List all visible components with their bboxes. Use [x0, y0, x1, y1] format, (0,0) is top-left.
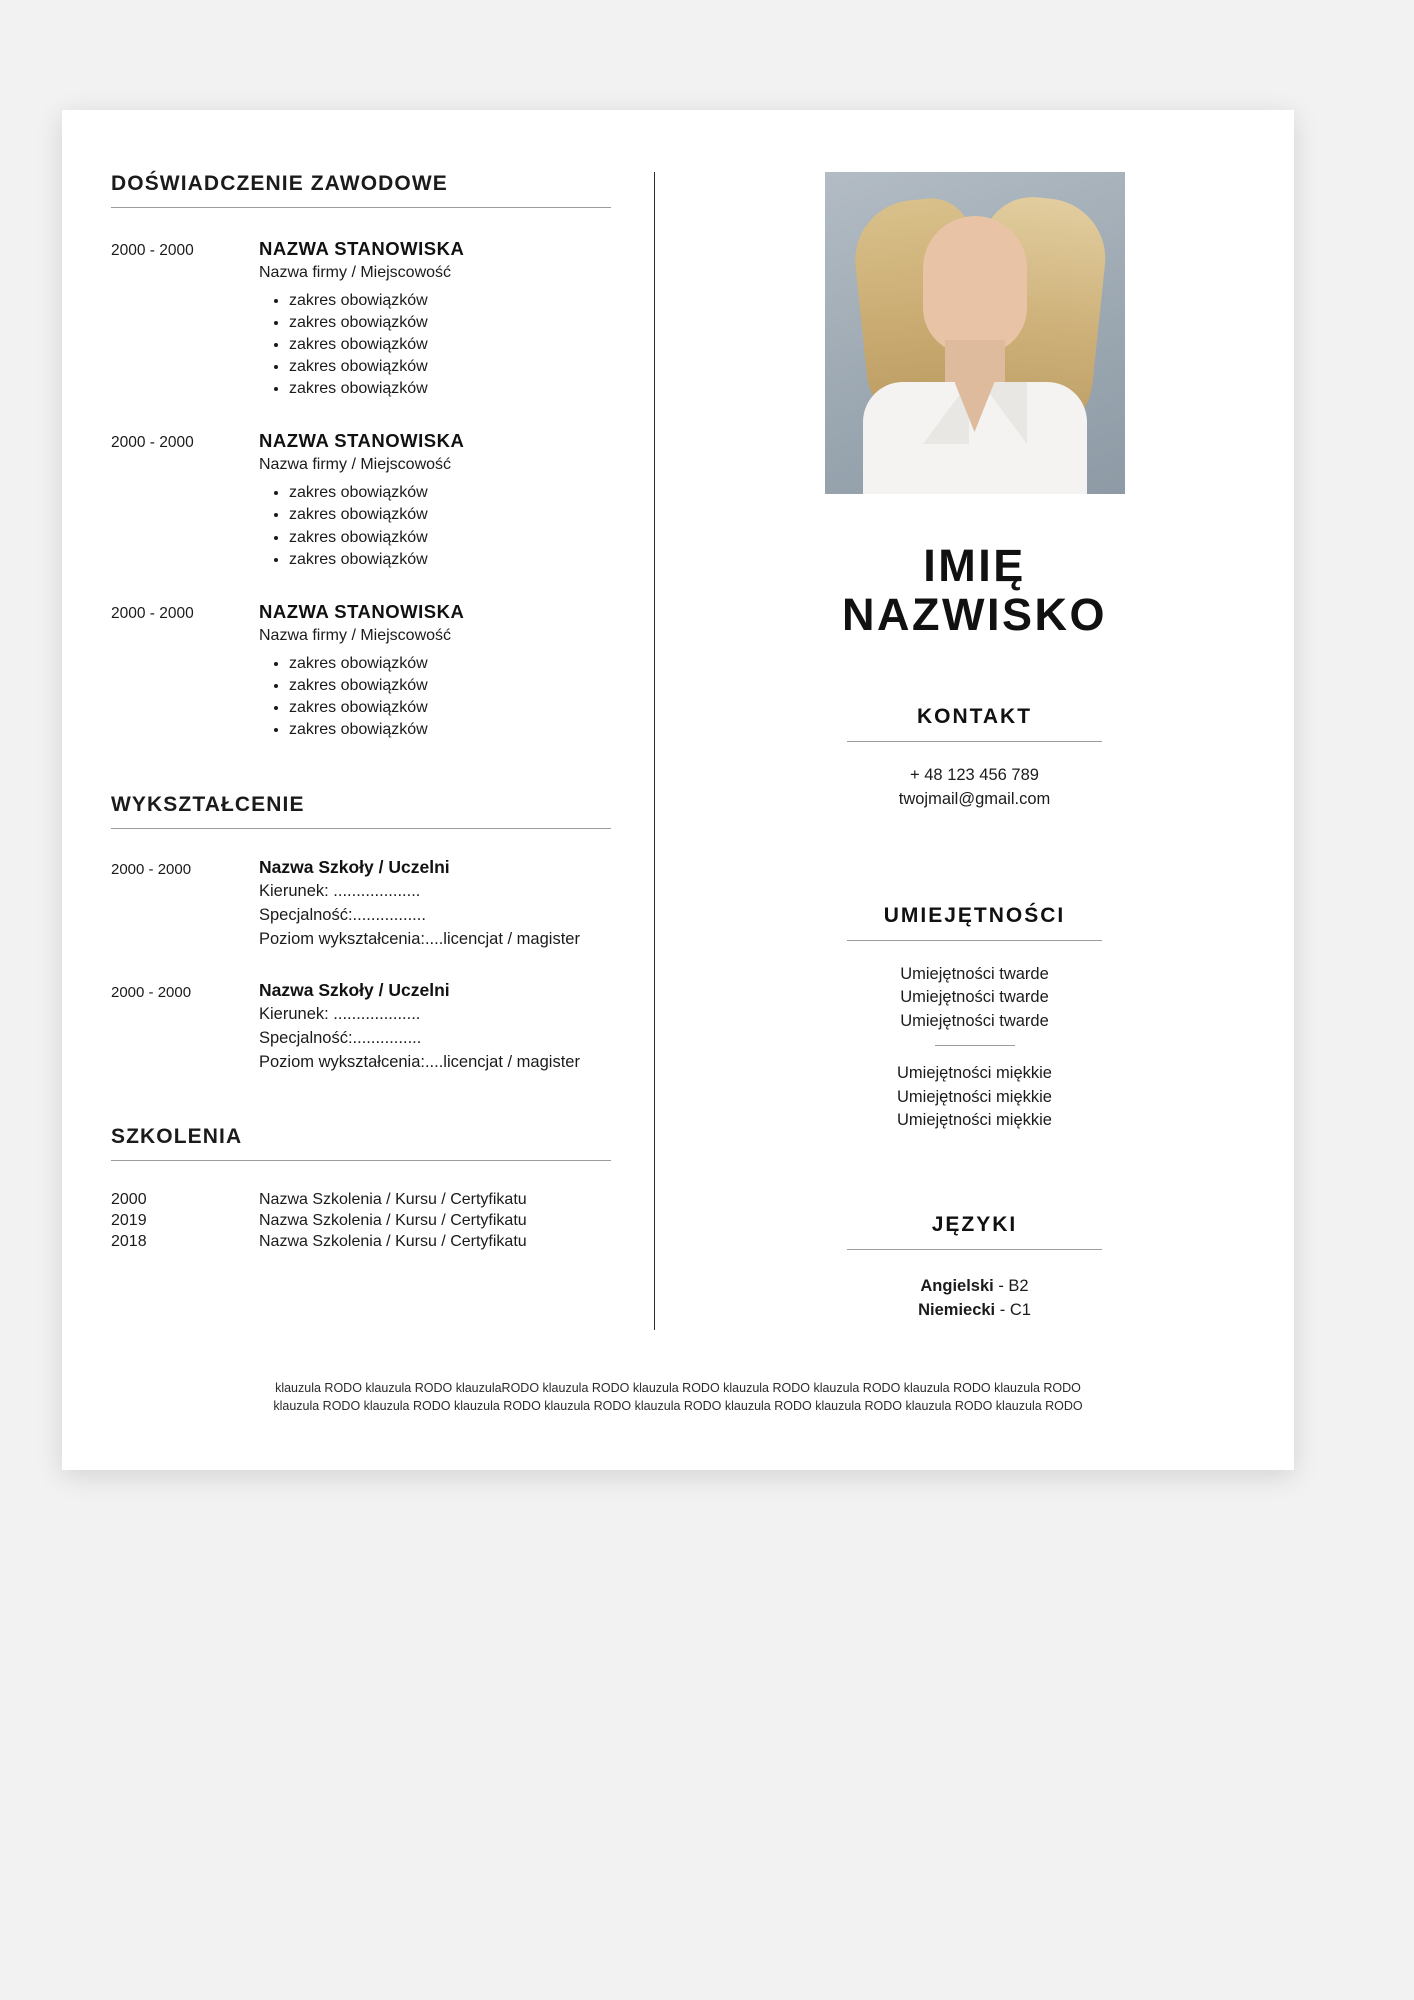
- skill-hard: Umiejętności twarde: [900, 988, 1049, 1007]
- experience-heading: DOŚWIADCZENIE ZAWODOWE: [111, 172, 448, 195]
- experience-company: Nazwa firmy / Miejscowość: [259, 264, 452, 281]
- education-field: Kierunek: ...................: [259, 882, 421, 901]
- training-year: 2018: [111, 1232, 147, 1250]
- skill-soft: Umiejętności miękkie: [897, 1064, 1052, 1083]
- skills-inner-divider: [935, 1045, 1015, 1046]
- experience-body: [259, 601, 654, 741]
- experience-body: [259, 238, 654, 400]
- education-specialty: Specjalność:................: [259, 905, 426, 924]
- last-name: NAZWISKO: [842, 588, 1107, 640]
- training-year: 2000: [111, 1190, 147, 1208]
- skill-soft: Umiejętności miękkie: [897, 1111, 1052, 1130]
- experience-role: NAZWA STANOWISKA: [259, 430, 465, 452]
- training-year: 2019: [111, 1211, 147, 1229]
- skill-soft: Umiejętności miękkie: [897, 1087, 1052, 1106]
- language-name: Niemiecki: [918, 1301, 996, 1320]
- table-row: [111, 1212, 654, 1230]
- language-item: [711, 1298, 1238, 1323]
- education-school: Nazwa Szkoły / Uczelni: [259, 979, 450, 1000]
- education-body: [259, 980, 580, 1075]
- left-column: [62, 110, 654, 1470]
- experience-divider: [111, 207, 611, 208]
- table-row: [111, 1191, 654, 1209]
- language-item: [711, 1274, 1238, 1299]
- experience-role: NAZWA STANOWISKA: [259, 600, 465, 622]
- rodo-line-2: klauzula RODO klauzula RODO klauzula RODO klauzula RODO klauzula RODO klauzula RODO klauzula RODO klauzula RODO klauzula RODO: [273, 1399, 1083, 1414]
- experience-item: [111, 430, 654, 570]
- contact-divider: [847, 741, 1102, 742]
- education-date: 2000 - 2000: [111, 983, 192, 1001]
- contact-heading: KONTAKT: [916, 705, 1033, 729]
- experience-item: [111, 238, 654, 400]
- skill-hard: Umiejętności twarde: [900, 965, 1049, 984]
- education-level: Poziom wykształcenia:....licencjat / magister: [259, 1052, 580, 1071]
- list-item: • zakres obowiązków: [289, 334, 654, 356]
- trainings-heading: SZKOLENIA: [111, 1124, 243, 1148]
- list-item: • zakres obowiązków: [289, 697, 654, 719]
- list-item: • zakres obowiązków: [289, 719, 654, 741]
- training-name: Nazwa Szkolenia / Kursu / Certyfikatu: [259, 1232, 527, 1250]
- list-item: • zakres obowiązków: [289, 653, 654, 675]
- education-date: 2000 - 2000: [111, 861, 192, 879]
- rodo-clause: [62, 1379, 1294, 1417]
- experience-role: NAZWA STANOWISKA: [259, 238, 465, 259]
- experience-company: Nazwa firmy / Miejscowość: [259, 456, 452, 474]
- contact-phone[interactable]: + 48 123 456 789: [910, 766, 1039, 785]
- skill-hard: Umiejętności twarde: [900, 1011, 1049, 1030]
- experience-body: [259, 430, 654, 570]
- training-name: Nazwa Szkolenia / Kursu / Certyfikatu: [259, 1211, 527, 1229]
- list-item: • zakres obowiązków: [289, 356, 654, 378]
- page-title: [711, 542, 1238, 639]
- contact-email[interactable]: twojmail@gmail.com: [898, 790, 1051, 809]
- list-item: • zakres obowiązków: [289, 312, 654, 334]
- language-level: - C1: [999, 1301, 1031, 1320]
- education-field: Kierunek: ...................: [259, 1004, 421, 1023]
- cv-layout: [62, 110, 1294, 1470]
- experience-duty-list: [259, 290, 654, 400]
- list-item: • zakres obowiązków: [289, 504, 654, 526]
- trainings-list: [111, 1191, 654, 1251]
- rodo-line-1: klauzula RODO klauzula RODO klauzulaRODO klauzula RODO klauzula RODO klauzula RODO klauzula RODO klauzula RODO klauzula RODO: [275, 1380, 1081, 1395]
- first-name: IMIĘ: [923, 540, 1026, 591]
- list-item: • zakres obowiązków: [289, 290, 654, 312]
- language-name: Angielski: [920, 1276, 994, 1295]
- languages-divider: [847, 1249, 1102, 1250]
- list-item: • zakres obowiązków: [289, 675, 654, 697]
- list-item: • zakres obowiązków: [289, 378, 654, 400]
- list-item: • zakres obowiązków: [289, 482, 654, 504]
- experience-duty-list: [259, 482, 654, 570]
- table-row: [111, 1233, 654, 1251]
- education-divider: [111, 828, 611, 829]
- cv-page: [62, 110, 1294, 1470]
- list-item: • zakres obowiązków: [289, 527, 654, 549]
- language-level: - B2: [998, 1276, 1029, 1295]
- experience-date: 2000 - 2000: [111, 242, 194, 259]
- skills-divider: [847, 940, 1102, 941]
- education-level: Poziom wykształcenia:....licencjat / magister: [259, 929, 580, 948]
- experience-company: Nazwa firmy / Miejscowość: [259, 626, 452, 644]
- experience-date: 2000 - 2000: [111, 604, 194, 622]
- education-body: [259, 857, 580, 952]
- experience-item: [111, 601, 654, 741]
- trainings-divider: [111, 1160, 611, 1161]
- experience-duty-list: [259, 653, 654, 741]
- education-school: Nazwa Szkoły / Uczelni: [259, 857, 450, 878]
- avatar: [825, 172, 1125, 494]
- training-name: Nazwa Szkolenia / Kursu / Certyfikatu: [259, 1190, 527, 1208]
- languages-heading: JĘZYKI: [931, 1212, 1018, 1236]
- skills-heading: UMIEJĘTNOŚCI: [883, 904, 1066, 928]
- list-item: • zakres obowiązków: [289, 549, 654, 571]
- right-column: [655, 110, 1294, 1470]
- education-heading: WYKSZTAŁCENIE: [111, 793, 305, 817]
- experience-date: 2000 - 2000: [111, 434, 194, 452]
- education-specialty: Specjalność:...............: [259, 1028, 422, 1047]
- education-item: [111, 980, 654, 1075]
- education-item: [111, 857, 654, 952]
